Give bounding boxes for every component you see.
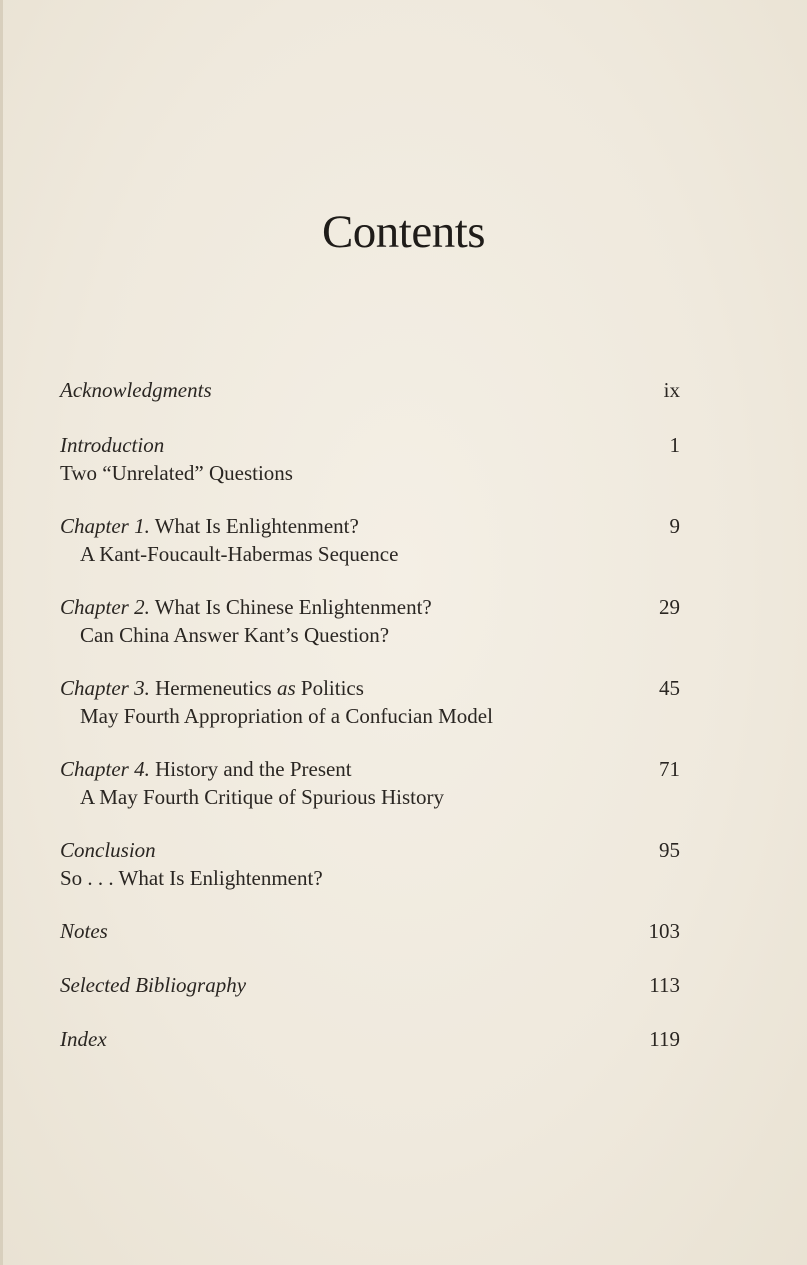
page-number: 1 [669, 433, 680, 457]
page-number: 119 [649, 1027, 680, 1051]
entry-subtitle: Two “Unrelated” Questions [60, 461, 293, 485]
entry-label: Conclusion [60, 838, 156, 862]
toc-entry-notes [60, 917, 680, 945]
page-edge [0, 0, 3, 1265]
chapter-title: What Is Chinese Enlightenment? [154, 595, 432, 619]
toc-entry-index [60, 1025, 680, 1053]
chapter-label: Chapter 2. [60, 595, 150, 619]
page-number: ix [663, 378, 680, 402]
entry-subtitle: So . . . What Is Enlightenment? [60, 866, 323, 890]
toc-entry-chapter-2 [60, 593, 680, 649]
chapter-title: What Is Enlightenment? [154, 514, 359, 538]
page-number: 71 [659, 757, 680, 781]
page-title: Contents [321, 206, 486, 258]
entry-label: Notes [60, 919, 108, 943]
page-number: 103 [648, 919, 680, 943]
page-number: 9 [669, 514, 680, 538]
page-number: 95 [659, 838, 680, 862]
toc-entry-chapter-4 [60, 755, 680, 811]
page-number: 113 [649, 973, 680, 997]
toc-entry-chapter-1 [60, 512, 680, 568]
toc-entry-chapter-3 [60, 674, 680, 730]
chapter-title: History and the Present [155, 757, 352, 781]
entry-subtitle: A Kant-Foucault-Habermas Sequence [80, 542, 399, 566]
chapter-label: Chapter 4. [60, 757, 150, 781]
page-number: 45 [659, 676, 680, 700]
entry-label: Acknowledgments [60, 378, 212, 402]
entry-subtitle: May Fourth Appropriation of a Confucian Model [80, 704, 493, 728]
chapter-label: Chapter 1. [60, 514, 150, 538]
chapter-label: Chapter 3. [60, 676, 150, 700]
entry-subtitle: A May Fourth Critique of Spurious History [80, 785, 445, 809]
page-number: 29 [659, 595, 680, 619]
entry-label: Introduction [60, 433, 165, 457]
toc-entry-acknowledgments [60, 376, 680, 404]
chapter-title-emphasis: as [276, 676, 296, 700]
entry-subtitle: Can China Answer Kant’s Question? [80, 623, 390, 647]
entry-label: Selected Bibliography [60, 973, 247, 997]
entry-label: Index [60, 1027, 107, 1051]
toc-entry-conclusion [60, 836, 680, 892]
toc-entry-bibliography [60, 971, 680, 999]
chapter-title-pre: Hermeneutics [155, 676, 272, 700]
toc-entry-introduction [60, 431, 680, 487]
chapter-title-post: Politics [300, 676, 364, 700]
